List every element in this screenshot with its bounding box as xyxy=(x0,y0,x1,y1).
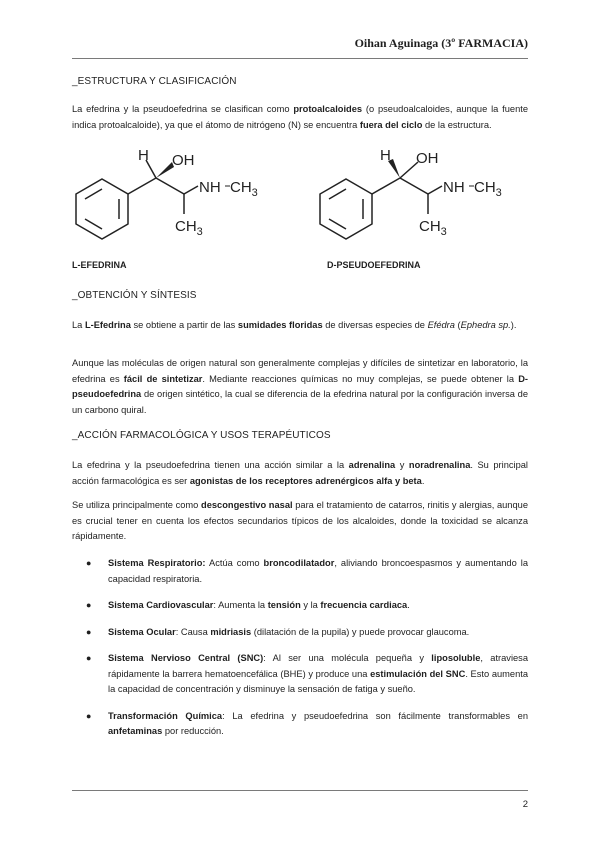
list-item-respiratorio: ● Sistema Respiratorio: Actúa como broncodilatador, aliviando broncoespasmos y aumentando la capacidad respiratoria. xyxy=(86,558,528,584)
list-item-cardiovascular: ● Sistema Cardiovascular: Aumenta la tensión y la frecuencia cardiaca. xyxy=(86,598,528,614)
list-item-ocular: ● Sistema Ocular: Causa midriasis (dilatación de la pupila) y puede provocar glaucoma. xyxy=(86,625,528,641)
effects-list xyxy=(86,556,528,751)
accion-paragraph-1: La efedrina y la pseudoefedrina tienen una acción similar a la adrenalina y noradrenalina. Su principal acción farmacológica es ser agonistas de los receptores adrenérgicos alfa y beta. xyxy=(72,460,528,486)
bullet-icon: ● xyxy=(86,710,92,721)
d-pseudoefedrina-nh-label: NH xyxy=(443,179,465,196)
d-pseudoefedrina-structure xyxy=(316,148,536,248)
section-title-estructura: _ESTRUCTURA Y CLASIFICACIÓN xyxy=(72,76,237,87)
d-pseudoefedrina-ch3-n-label: $CH_3$ xyxy=(474,179,502,199)
section-title-obtencion: _OBTENCIÓN Y SÍNTESIS xyxy=(72,290,197,301)
l-efedrina-structure xyxy=(72,148,292,248)
header-rule xyxy=(72,58,528,59)
bullet-icon: ● xyxy=(86,558,92,568)
obtencion-paragraph-2: Aunque las moléculas de origen natural son generalmente complejas y difíciles de sintetizar en laboratorio, la efedrina es fácil de sintetizar. Mediante reacciones químicas no muy complejas, se puede obtener la D-pseudoefedrina de origen sintético, la cual se diferencia de la efedrina natural por la configuración inversa de un carbono quiral. xyxy=(72,358,528,415)
header-author: Oihan Aguinaga (3º FARMACIA) xyxy=(354,36,528,50)
d-pseudoefedrina-oh-label: OH xyxy=(416,150,439,167)
list-item-transformacion: ● Transformación Química: La efedrina y pseudoefedrina son fácilmente transformables en anfetaminas por reducción. xyxy=(86,710,528,736)
l-efedrina-ch3-n-label: $CH_3$ xyxy=(230,179,258,199)
l-efedrina-oh-label: OH xyxy=(172,152,195,169)
bullet-icon: ● xyxy=(86,653,92,663)
bullet-icon: ● xyxy=(86,600,92,610)
footer-rule xyxy=(72,790,528,791)
l-efedrina-nh-label: NH xyxy=(199,179,221,196)
bullet-icon: ● xyxy=(86,626,92,637)
page-number: 2 xyxy=(522,799,528,810)
accion-paragraph-2: Se utiliza principalmente como descongestivo nasal para el tratamiento de catarros, rinitis y alergias, aunque es crucial tener en cuenta los efectos secundarios típicos de los alcaloides, donde la toxicidad se alcanza rápidamente. xyxy=(72,500,528,541)
section-title-accion: _ACCIÓN FARMACOLÓGICA Y USOS TERAPÉUTICOS xyxy=(72,430,331,441)
d-pseudoefedrina-h-label: H xyxy=(380,148,391,164)
l-efedrina-h-label: H xyxy=(138,148,149,164)
d-pseudoefedrina-ch3-c-label: $CH_3$ xyxy=(419,218,447,238)
list-item-snc: ● Sistema Nervioso Central (SNC): Al ser una molécula pequeña y liposoluble, atraviesa rápidamente la barrera hematoencefálica (BHE) y produce una estimulación del SNC. Esto aumenta la capacidad de concentración y disminuye la sensación de fatiga y sueño. xyxy=(86,653,528,694)
l-efedrina-label: L-EFEDRINA xyxy=(72,260,127,270)
l-efedrina-ch3-c-label: $CH_3$ xyxy=(175,218,203,238)
estructura-intro-paragraph: La efedrina y la pseudoefedrina se clasifican como protoalcaloides (o pseudoalcaloides, aunque la fuente indica protoalcaloide), ya que el átomo de nitrógeno (N) se encuentra fuera del ciclo de la estructura. xyxy=(72,104,529,130)
d-pseudoefedrina-label: D-PSEUDOEFEDRINA xyxy=(327,260,421,270)
obtencion-paragraph-1: La L-Efedrina se obtiene a partir de las sumidades floridas de diversas especies de Efédra (Ephedra sp.). xyxy=(72,320,517,330)
